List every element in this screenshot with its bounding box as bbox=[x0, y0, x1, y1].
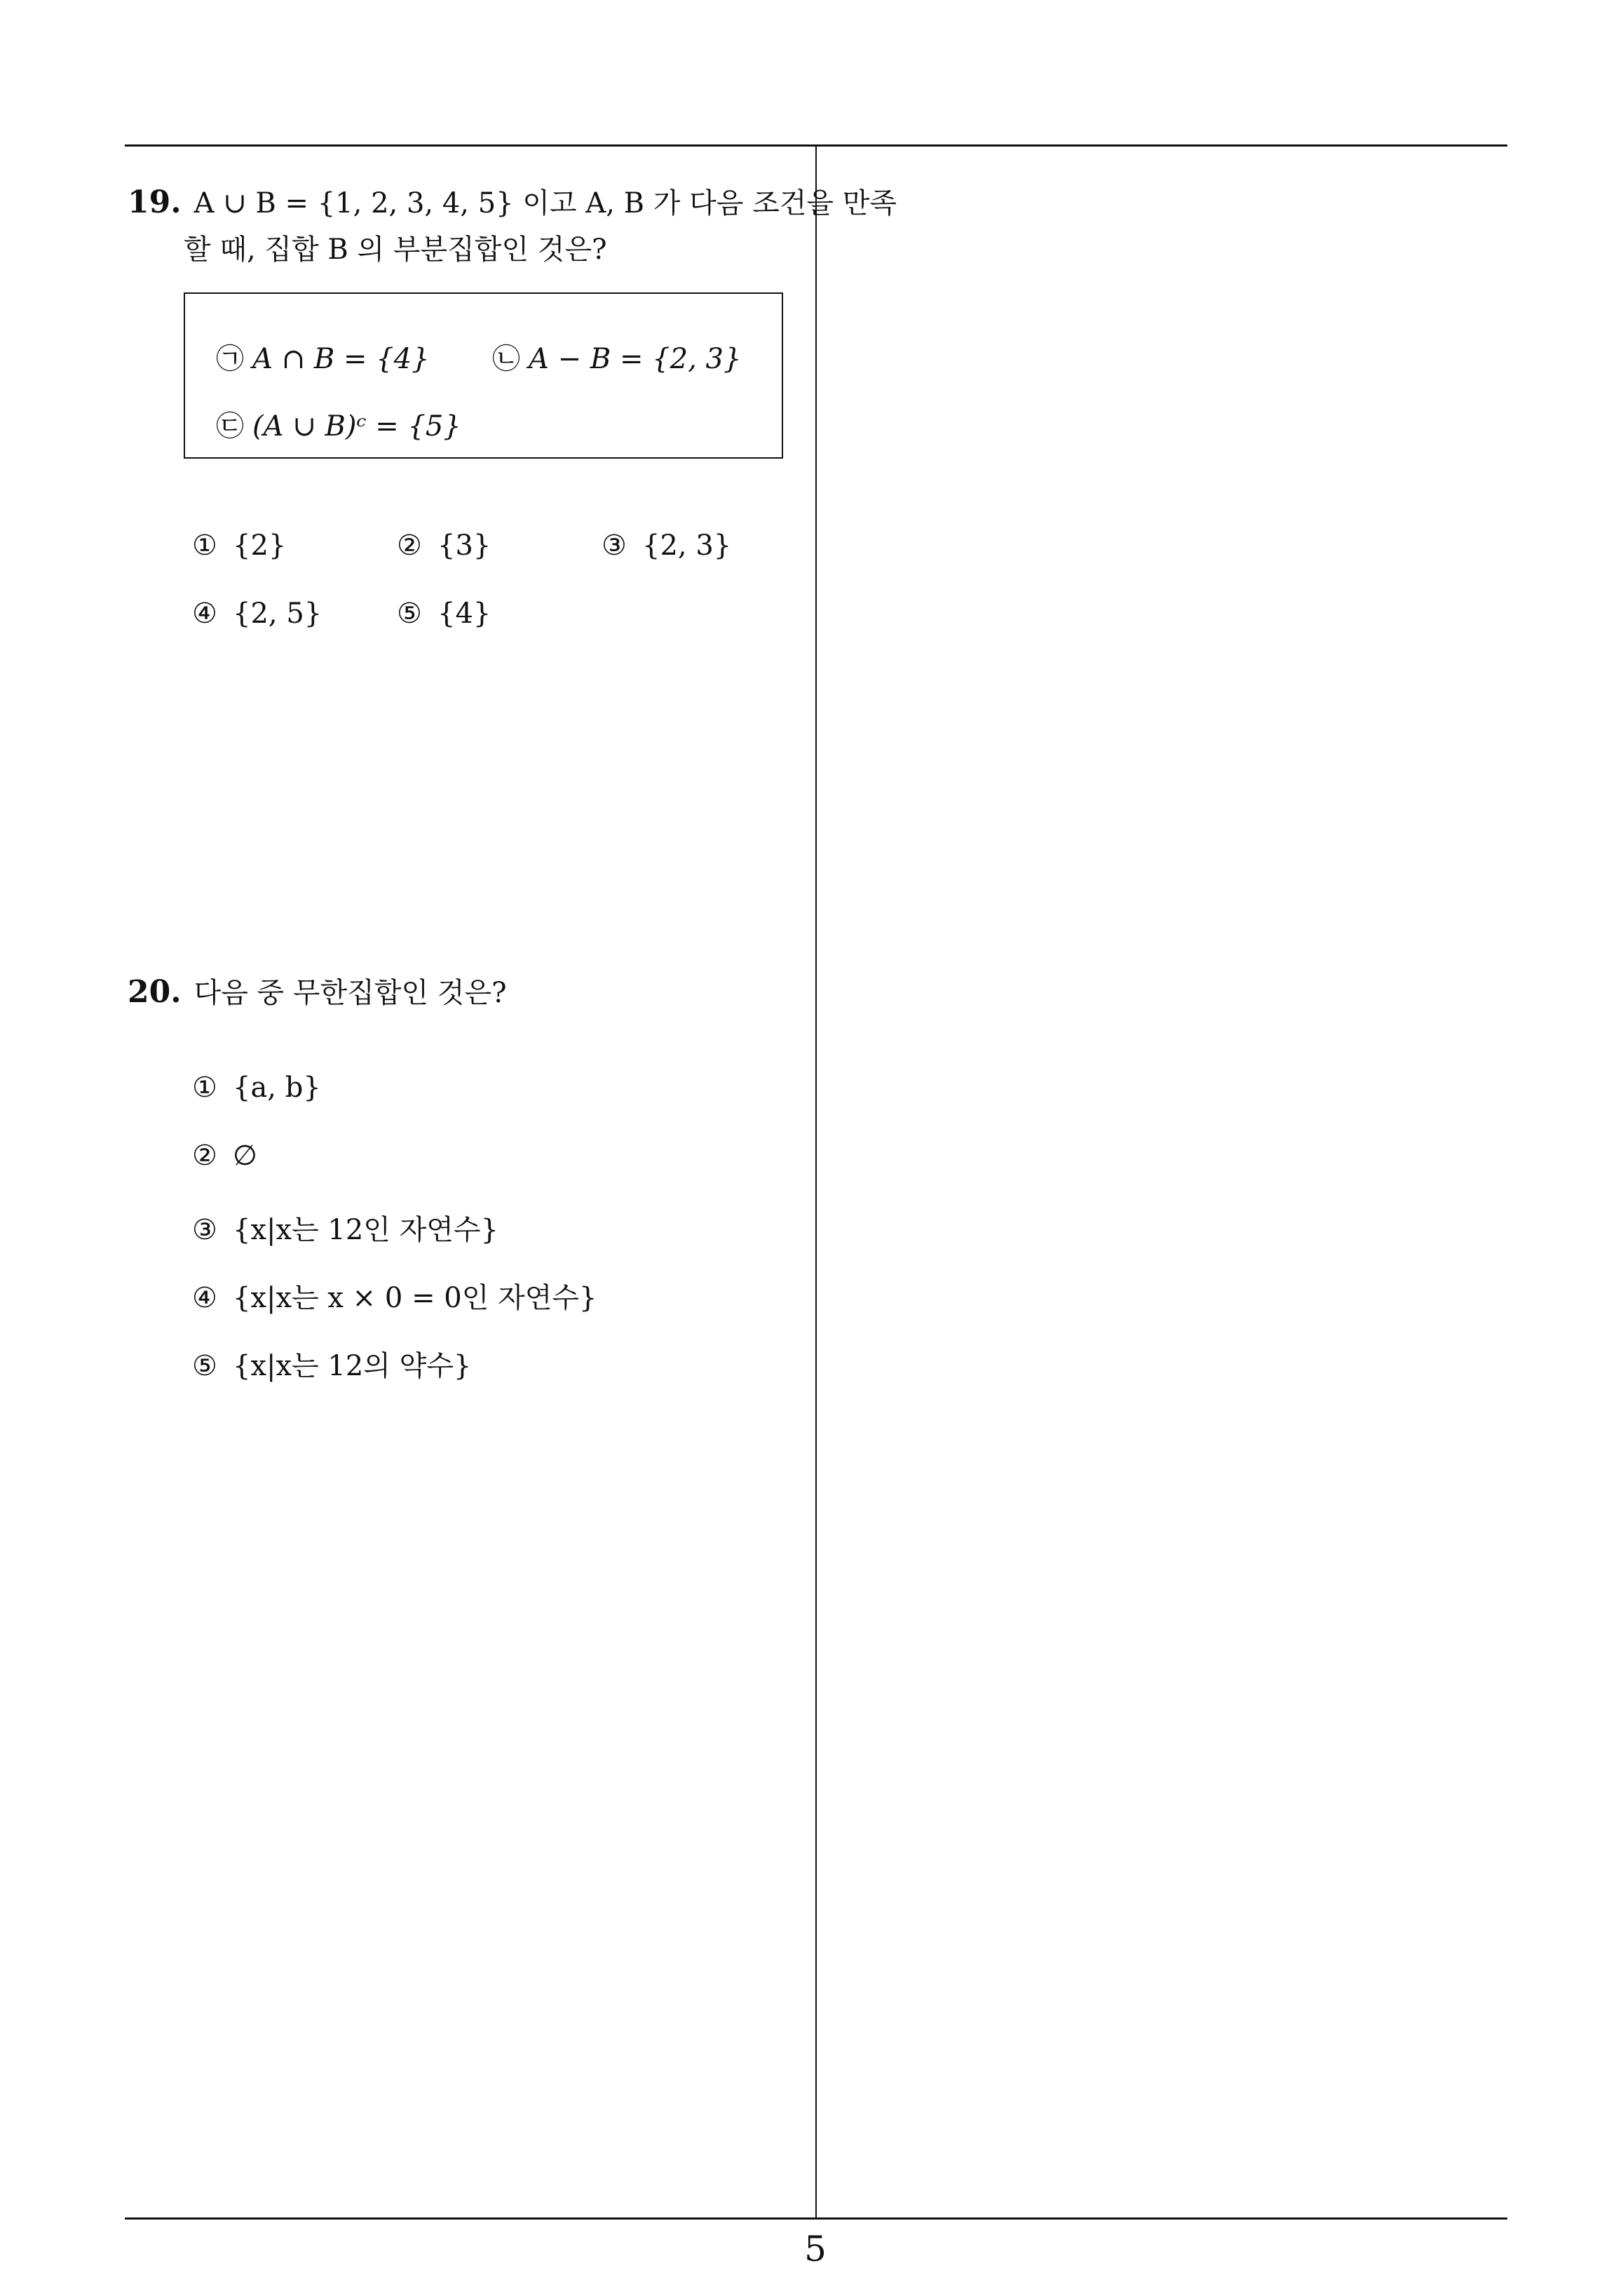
condition-marker: ㉠ bbox=[216, 343, 244, 375]
option-text: {3} bbox=[437, 529, 491, 562]
option-marker: ⑤ bbox=[397, 597, 422, 630]
option-text: {x|x는 x × 0 = 0인 자연수} bbox=[233, 1282, 597, 1314]
q20-option-5[interactable] bbox=[192, 1344, 471, 1384]
option-marker: ① bbox=[192, 529, 217, 562]
option-marker: ⑤ bbox=[192, 1350, 217, 1382]
question-19-line-2: 할 때, 집합 B 의 부분집합인 것은? bbox=[184, 234, 607, 266]
column-divider bbox=[815, 144, 817, 2220]
condition-marker: ㉡ bbox=[492, 343, 520, 375]
option-marker: ① bbox=[192, 1072, 217, 1104]
option-text: {2} bbox=[233, 529, 287, 562]
question-19-number: 19. bbox=[128, 184, 182, 220]
q19-option-5[interactable] bbox=[397, 597, 491, 630]
question-20-number: 20. bbox=[128, 974, 182, 1010]
q20-option-3[interactable] bbox=[192, 1208, 498, 1248]
option-text: {2, 3} bbox=[642, 529, 732, 562]
question-19-line-1 bbox=[128, 181, 897, 221]
option-marker: ④ bbox=[192, 597, 217, 630]
q19-option-1[interactable] bbox=[192, 529, 286, 562]
condition-marker: ㉢ bbox=[216, 410, 244, 443]
question-19-text-line-1: A ∪ B = {1, 2, 3, 4, 5} 이고 A, B 가 다음 조건을 만족 bbox=[193, 187, 897, 220]
q20-option-2[interactable] bbox=[192, 1140, 257, 1172]
option-marker: ② bbox=[397, 529, 422, 562]
option-text: {4} bbox=[437, 597, 491, 630]
condition-3 bbox=[216, 404, 461, 444]
question-20-line bbox=[128, 971, 507, 1011]
condition-text: A ∩ B = {4} bbox=[252, 343, 430, 375]
condition-1 bbox=[216, 337, 430, 377]
option-text: ∅ bbox=[233, 1140, 257, 1172]
option-marker: ③ bbox=[602, 529, 627, 562]
option-text: {x|x는 12인 자연수} bbox=[233, 1214, 499, 1246]
bottom-rule bbox=[125, 2217, 1507, 2220]
option-text: {2, 5} bbox=[233, 597, 322, 630]
option-marker: ③ bbox=[192, 1214, 217, 1246]
option-marker: ② bbox=[192, 1140, 217, 1172]
option-text: {x|x는 12의 약수} bbox=[233, 1350, 472, 1382]
condition-text: A − B = {2, 3} bbox=[529, 343, 742, 375]
q20-option-1[interactable] bbox=[192, 1072, 321, 1104]
condition-text: (A ∪ B)ᶜ = {5} bbox=[252, 410, 461, 443]
q19-option-4[interactable] bbox=[192, 597, 322, 630]
q20-option-4[interactable] bbox=[192, 1276, 597, 1316]
q19-option-2[interactable] bbox=[397, 529, 491, 562]
condition-2 bbox=[492, 337, 741, 377]
page-number: 5 bbox=[804, 2229, 827, 2269]
option-text: {a, b} bbox=[233, 1072, 321, 1104]
option-marker: ④ bbox=[192, 1282, 217, 1314]
question-20-text: 다음 중 무한집합인 것은? bbox=[193, 977, 507, 1009]
q19-option-3[interactable] bbox=[602, 529, 731, 562]
